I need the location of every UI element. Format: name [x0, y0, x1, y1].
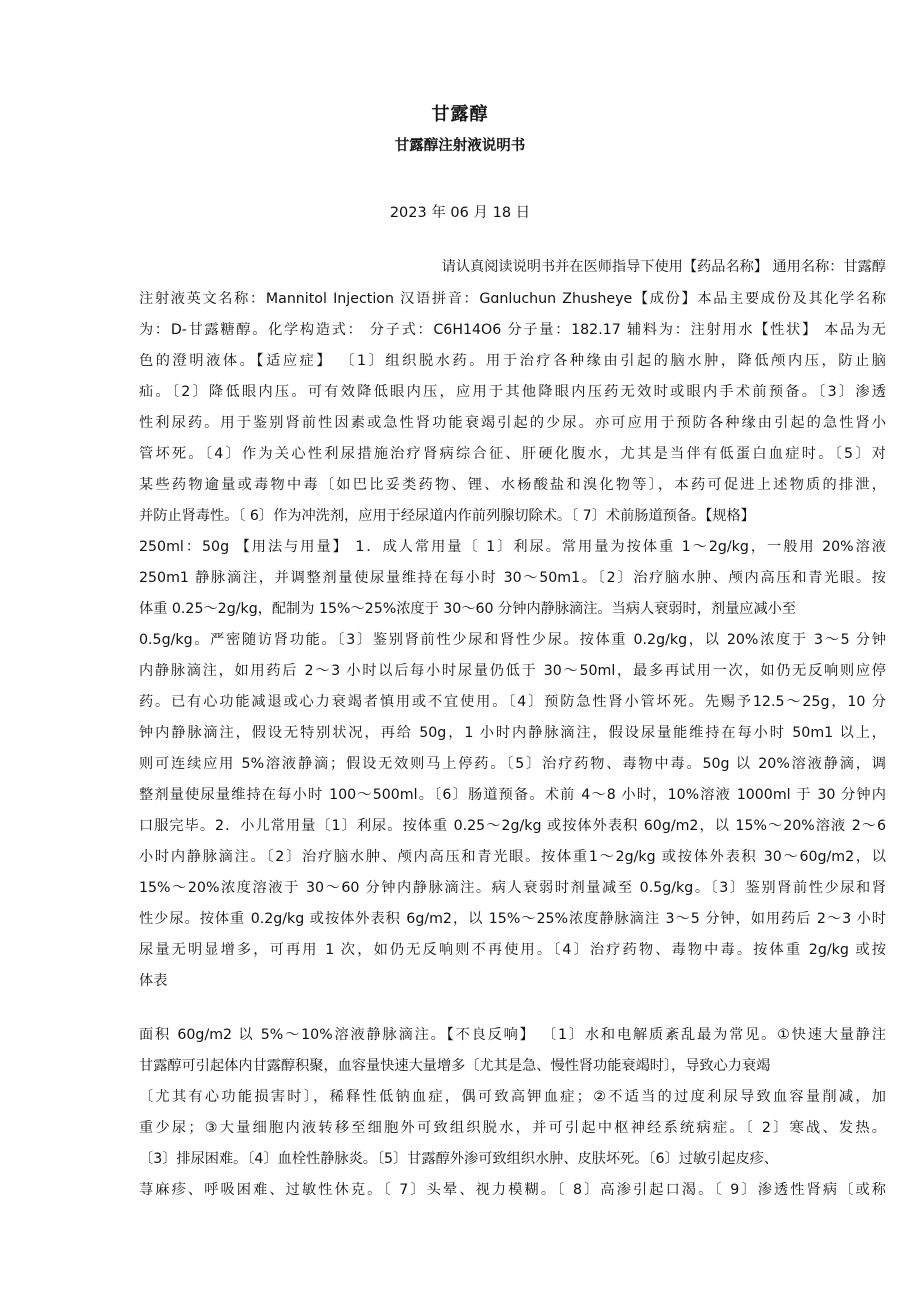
body-text-line: 体表	[139, 973, 168, 989]
body-text-line: 面积 60g/m2 以 5%～10%溶液静脉滴注。【不良反响】 〔1〕水和电解质紊乱最为常见。①快速大量静注	[139, 1027, 886, 1043]
document-date: 2023 年 06 月 18 日	[389, 205, 531, 221]
body-text-line: 〔3〕排尿困难。〔4〕血栓性静脉炎。〔5〕甘露醇外渗可致组织水肿、皮肤坏死。〔6〕过敏引起皮疹、	[139, 1151, 779, 1167]
body-text-line: 250ml：50g 【用法与用量】 1．成人常用量〔 1〕利尿。常用量为按体重 1～2g/kg，一般用 20%溶液	[139, 539, 886, 555]
body-text-line: 0.5g/kg。严密随访肾功能。〔3〕鉴别肾前性少尿和肾性少尿。按体重 0.2g/kg，以 20%浓度于 3～5 分钟	[139, 632, 886, 648]
body-text-line: 荨麻疹、呼吸困难、过敏性休克。〔 7〕头晕、视力模糊。〔 8〕高渗引起口渴。〔 9〕渗透性肾病〔或称	[139, 1182, 886, 1198]
body-text-line: 重少尿；③大量细胞内液转移至细胞外可致组织脱水，并可引起中枢神经系统病症。〔 2〕寒战、发热。	[139, 1120, 886, 1136]
document-subtitle: 甘露醇注射液说明书	[394, 138, 526, 154]
body-text-line: 某些药物逾量或毒物中毒〔如巴比妥类药物、锂、水杨酸盐和溴化物等〕，本药可促进上述物质的排泄，	[139, 477, 886, 493]
body-text-line: 〔尤其有心功能损害时〕，稀释性低钠血症，偶可致高钾血症；②不适当的过度利尿导致血容量削减，加	[139, 1089, 886, 1105]
body-text-line: 口服完毕。2．小儿常用量〔1〕利尿。按体重 0.25～2g/kg 或按体外表积 60g/m2，以 15%～20%溶液 2～6	[139, 818, 886, 834]
body-text-line: 钟内静脉滴注，假设无特别状况，再给 50g，1 小时内静脉滴注，假设尿量能维持在每小时 50m1 以上，	[139, 725, 886, 741]
body-text-line: 内静脉滴注，如用药后 2～3 小时以后每小时尿量仍低于 30～50ml，最多再试用一次，如仍无反响则应停	[139, 663, 886, 679]
body-text-line: 注射液英文名称：Mannitol Injection 汉语拼音：Gɑnluchun Zhusheye【成份】本品主要成份及其化学名称	[139, 291, 886, 307]
body-text-line: 疝。〔2〕降低眼内压。可有效降低眼内压，应用于其他降眼内压药无效时或眼内手术前预备。〔3〕渗透	[139, 384, 886, 400]
body-text-line: 请认真阅读说明书并在医师指导下使用【药品名称】 通用名称：甘露醇	[441, 259, 886, 275]
body-text-line: 尿量无明显增多，可再用 1 次，如仍无反响则不再使用。〔4〕治疗药物、毒物中毒。按体重 2g/kg 或按	[139, 942, 886, 958]
body-text-line: 甘露醇可引起体内甘露醇积聚，血容量快速大量增多〔尤其是急、慢性肾功能衰竭时〕，导致心力衰竭	[139, 1058, 771, 1074]
body-text-line: 整剂量使尿量维持在每小时 100～500ml。〔6〕肠道预备。术前 4～8 小时，10%溶液 1000ml 于 30 分钟内	[139, 787, 886, 803]
body-text-line: 性少尿。按体重 0.2g/kg 或按体外表积 6g/m2，以 15%～25%浓度静脉滴注 3～5 分钟，如用药后 2～3 小时	[139, 911, 886, 927]
body-text-line: 色的澄明液体。【适应症】 〔1〕组织脱水药。用于治疗各种缘由引起的脑水肿，降低颅内压，防止脑	[139, 353, 886, 369]
body-text-line: 管坏死。〔4〕作为关心性利尿措施治疗肾病综合征、肝硬化腹水，尤其是当伴有低蛋白血症时。〔5〕对	[139, 446, 886, 462]
document-title: 甘露醇	[431, 104, 489, 125]
body-text-line: 药。已有心功能减退或心力衰竭者慎用或不宜使用。〔4〕预防急性肾小管坏死。先赐予12.5～25g，10 分	[139, 694, 886, 710]
body-text-line: 并防止肾毒性。〔 6〕作为冲洗剂，应用于经尿道内作前列腺切除术。〔 7〕术前肠道预备。【规格】	[139, 508, 755, 524]
body-text-line: 则可连续应用 5%溶液静滴；假设无效则马上停药。〔5〕治疗药物、毒物中毒。50g 以 20%溶液静滴，调	[139, 756, 886, 772]
body-text-line: 15%～20%浓度溶液于 30～60 分钟内静脉滴注。病人衰弱时剂量减至 0.5g/kg。〔3〕鉴别肾前性少尿和肾	[139, 880, 886, 896]
body-text-line: 体重 0.25～2g/kg，配制为 15%～25%浓度于 30～60 分钟内静脉滴注。当病人衰弱时，剂量应减小至	[139, 601, 797, 617]
body-text-line: 小时内静脉滴注。〔2〕治疗脑水肿、颅内高压和青光眼。按体重1～2g/kg 或按体外表积 30～60g/m2，以	[139, 849, 886, 865]
body-text-line: 为：D-甘露糖醇。化学构造式： 分子式：C6H14O6 分子量：182.17 辅料为：注射用水【性状】 本品为无	[139, 322, 886, 338]
body-text-line: 250m1 静脉滴注，并调整剂量使尿量维持在每小时 30～50m1。〔2〕治疗脑水肿、颅内高压和青光眼。按	[139, 570, 886, 586]
body-text-line: 性利尿药。用于鉴别肾前性因素或急性肾功能衰竭引起的少尿。亦可应用于预防各种缘由引起的急性肾小	[139, 415, 886, 431]
